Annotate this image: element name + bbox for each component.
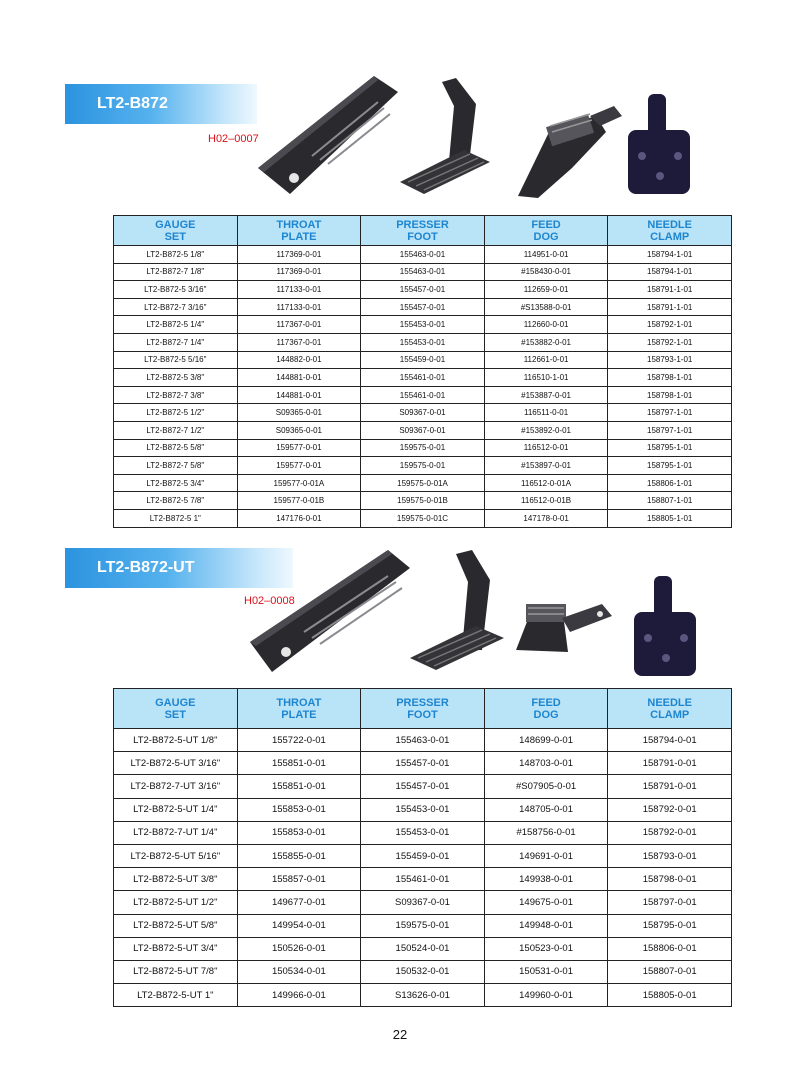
table-cell: LT2-B872-7 5/8" [114,457,238,475]
table-cell: 149948-0-01 [484,914,608,937]
column-header-line1: NEEDLE [647,696,692,709]
table-cell: 149675-0-01 [484,891,608,914]
table-row [114,891,732,914]
table-row [114,421,732,439]
table-cell: 158792-0-01 [608,798,732,821]
table-cell: LT2-B872-7 3/16" [114,298,238,316]
table-cell: 159577-0-01B [237,492,361,510]
table-cell: 158798-0-01 [608,868,732,891]
column-header-line2: CLAMP [650,708,690,721]
table-cell: LT2-B872-5-UT 1/2" [114,891,238,914]
table-cell: 159575-0-01A [361,474,485,492]
column-header [237,689,361,729]
table-cell: 158794-0-01 [608,729,732,752]
table-cell: 155457-0-01 [361,281,485,299]
table-cell: 149677-0-01 [237,891,361,914]
table-cell: 158797-1-01 [608,404,732,422]
table-cell: LT2-B872-5 1" [114,509,238,527]
table-cell: 112661-0-01 [484,351,608,369]
table-cell: LT2-B872-5 3/8" [114,369,238,387]
table-cell: 116512-0-01B [484,492,608,510]
table-cell: LT2-B872-7 1/2" [114,421,238,439]
table-cell: #153887-0-01 [484,386,608,404]
table-row [114,474,732,492]
table-cell: S09367-0-01 [361,891,485,914]
table-cell: 155857-0-01 [237,868,361,891]
table-cell: 155459-0-01 [361,351,485,369]
table-cell: LT2-B872-5 1/4" [114,316,238,334]
table-cell: 159577-0-01A [237,474,361,492]
table-cell: 158795-1-01 [608,457,732,475]
presser-foot-icon [400,78,490,194]
table-cell: 155457-0-01 [361,775,485,798]
table-cell: 149691-0-01 [484,844,608,867]
table-cell: 144881-0-01 [237,369,361,387]
table-cell: LT2-B872-5 7/8" [114,492,238,510]
column-header [484,689,608,729]
table-row [114,821,732,844]
column-header-line1: GAUGE [155,696,196,709]
table-row [114,369,732,387]
table-row [114,263,732,281]
table-cell: LT2-B872-5-UT 3/4" [114,937,238,960]
table-row [114,775,732,798]
table-cell: LT2-B872-5-UT 3/16" [114,752,238,775]
table-cell: #153897-0-01 [484,457,608,475]
parts-table-lt2-b872 [113,215,732,528]
table-cell: 117367-0-01 [237,316,361,334]
table-cell: LT2-B872-5 3/16" [114,281,238,299]
table-cell: 150526-0-01 [237,937,361,960]
table-cell: 158795-0-01 [608,914,732,937]
table-cell: 155463-0-01 [361,729,485,752]
table-cell: 155851-0-01 [237,752,361,775]
table-cell: 158793-0-01 [608,844,732,867]
column-header [237,216,361,246]
column-header [361,216,485,246]
column-header [361,689,485,729]
table-cell: 158807-1-01 [608,492,732,510]
table-cell: 155853-0-01 [237,821,361,844]
table-cell: 148699-0-01 [484,729,608,752]
table-row [114,844,732,867]
table-cell: 158793-1-01 [608,351,732,369]
column-header-line1: FEED [531,696,561,709]
table-cell: LT2-B872-5 1/2" [114,404,238,422]
column-header-line2: DOG [533,708,559,721]
table-row [114,281,732,299]
section-title: LT2-B872 [97,95,168,112]
table-cell: 158792-1-01 [608,333,732,351]
column-header-line1: THROAT [276,696,322,709]
table-cell: 149960-0-01 [484,984,608,1007]
parts-illustration [250,546,710,680]
table-cell: #S07905-0-01 [484,775,608,798]
table-cell: #153892-0-01 [484,421,608,439]
table-cell: 149938-0-01 [484,868,608,891]
table-cell: 149954-0-01 [237,914,361,937]
table-cell: 150523-0-01 [484,937,608,960]
table-cell: 155461-0-01 [361,369,485,387]
table-cell: 149966-0-01 [237,984,361,1007]
column-header [114,689,238,729]
column-header-line1: PRESSER [396,696,449,709]
table-cell: 116512-0-01A [484,474,608,492]
table-cell: 158805-0-01 [608,984,732,1007]
table-cell: 158791-1-01 [608,281,732,299]
column-header-line2: PLATE [281,708,317,721]
table-cell: 155463-0-01 [361,263,485,281]
table-cell: 150534-0-01 [237,960,361,983]
table-cell: 159575-0-01B [361,492,485,510]
needle-clamp-icon [628,94,690,194]
table-cell: LT2-B872-5 5/16" [114,351,238,369]
table-cell: 158797-1-01 [608,421,732,439]
table-cell: 116512-0-01 [484,439,608,457]
column-header-line2: SET [164,230,186,243]
table-cell: 158792-0-01 [608,821,732,844]
table-cell: 114951-0-01 [484,246,608,264]
table-cell: 117369-0-01 [237,246,361,264]
table-cell: 158794-1-01 [608,263,732,281]
table-cell: 155457-0-01 [361,298,485,316]
throat-plate-icon [250,550,410,672]
table-cell: S09367-0-01 [361,421,485,439]
throat-plate-icon [258,76,398,194]
table-cell: LT2-B872-5 1/8" [114,246,238,264]
table-cell: LT2-B872-7 1/8" [114,263,238,281]
table-cell: 155459-0-01 [361,844,485,867]
table-row [114,298,732,316]
table-cell: 150532-0-01 [361,960,485,983]
table-row [114,937,732,960]
table-cell: #S13588-0-01 [484,298,608,316]
column-header-line1: PRESSER [396,218,449,231]
table-cell: 112659-0-01 [484,281,608,299]
table-cell: 117133-0-01 [237,281,361,299]
column-header-line2: DOG [533,230,559,243]
table-row [114,492,732,510]
column-header-line2: PLATE [281,230,317,243]
table-cell: 148705-0-01 [484,798,608,821]
table-row [114,752,732,775]
needle-clamp-icon [634,576,696,676]
table-row [114,868,732,891]
table-row [114,404,732,422]
table-cell: 158798-1-01 [608,386,732,404]
table-cell: 144881-0-01 [237,386,361,404]
table-cell: S13626-0-01 [361,984,485,1007]
table-row [114,914,732,937]
column-header [608,216,732,246]
table-cell: 155851-0-01 [237,775,361,798]
table-cell: 158791-0-01 [608,775,732,798]
table-cell: 117369-0-01 [237,263,361,281]
feed-dog-icon [516,604,612,652]
section-banner-lt2-b872 [65,84,257,124]
table-cell: 155461-0-01 [361,386,485,404]
table-cell: 144882-0-01 [237,351,361,369]
column-header-line1: FEED [531,218,561,231]
table-cell: 116510-1-01 [484,369,608,387]
table-row [114,439,732,457]
section-title: LT2-B872-UT [97,559,195,576]
table-header-row [114,689,732,729]
table-cell: LT2-B872-5 5/8" [114,439,238,457]
table-cell: 159575-0-01 [361,439,485,457]
table-cell: 150531-0-01 [484,960,608,983]
table-cell: S09365-0-01 [237,421,361,439]
column-header-line1: THROAT [276,218,322,231]
table-cell: 158807-0-01 [608,960,732,983]
table-cell: 155463-0-01 [361,246,485,264]
table-cell: 112660-0-01 [484,316,608,334]
table-cell: #158756-0-01 [484,821,608,844]
table-cell: LT2-B872-5-UT 5/8" [114,914,238,937]
table-row [114,509,732,527]
table-row [114,984,732,1007]
table-cell: 155853-0-01 [237,798,361,821]
table-cell: LT2-B872-5 3/4" [114,474,238,492]
table-cell: 155453-0-01 [361,798,485,821]
column-header-line2: SET [164,708,186,721]
parts-illustration [250,72,710,204]
column-header-line2: FOOT [407,708,438,721]
table-cell: #153882-0-01 [484,333,608,351]
presser-foot-icon [410,550,504,670]
table-cell: 159575-0-01 [361,457,485,475]
table-cell: 159575-0-01C [361,509,485,527]
table-cell: 158794-1-01 [608,246,732,264]
table-cell: 116511-0-01 [484,404,608,422]
table-cell: 148703-0-01 [484,752,608,775]
table-cell: LT2-B872-7 3/8" [114,386,238,404]
table-cell: LT2-B872-7 1/4" [114,333,238,351]
parts-table-lt2-b872-ut [113,688,732,1007]
table-cell: LT2-B872-5-UT 1/4" [114,798,238,821]
table-cell: 155461-0-01 [361,868,485,891]
table-cell: S09365-0-01 [237,404,361,422]
table-cell: 159577-0-01 [237,439,361,457]
table-cell: 117367-0-01 [237,333,361,351]
feed-dog-icon [518,106,622,198]
table-cell: 155855-0-01 [237,844,361,867]
table-cell: 155453-0-01 [361,821,485,844]
table-row [114,333,732,351]
table-cell: 117133-0-01 [237,298,361,316]
table-cell: 155722-0-01 [237,729,361,752]
table-cell: 158797-0-01 [608,891,732,914]
column-header-line1: GAUGE [155,218,196,231]
column-header [608,689,732,729]
table-row [114,351,732,369]
table-cell: 158805-1-01 [608,509,732,527]
column-header-line1: NEEDLE [647,218,692,231]
table-cell: 158806-1-01 [608,474,732,492]
table-cell: 147178-0-01 [484,509,608,527]
table-cell: 158798-1-01 [608,369,732,387]
column-header-line2: CLAMP [650,230,690,243]
table-cell: 159575-0-01 [361,914,485,937]
table-cell: S09367-0-01 [361,404,485,422]
table-cell: LT2-B872-7-UT 3/16" [114,775,238,798]
column-header [484,216,608,246]
table-row [114,457,732,475]
table-cell: #158430-0-01 [484,263,608,281]
table-cell: 158792-1-01 [608,316,732,334]
table-row [114,798,732,821]
table-cell: 147176-0-01 [237,509,361,527]
table-row [114,960,732,983]
table-cell: LT2-B872-5-UT 1/8" [114,729,238,752]
table-row [114,386,732,404]
table-cell: 158791-0-01 [608,752,732,775]
table-cell: LT2-B872-5-UT 1" [114,984,238,1007]
catalog-code: H02–0008 [244,595,295,607]
table-cell: LT2-B872-5-UT 7/8" [114,960,238,983]
table-header-row [114,216,732,246]
column-header-line2: FOOT [407,230,438,243]
table-cell: 155453-0-01 [361,316,485,334]
table-cell: 155457-0-01 [361,752,485,775]
table-cell: 159577-0-01 [237,457,361,475]
table-cell: 158806-0-01 [608,937,732,960]
table-row [114,729,732,752]
table-cell: LT2-B872-5-UT 5/16" [114,844,238,867]
column-header [114,216,238,246]
table-row [114,246,732,264]
table-cell: LT2-B872-7-UT 1/4" [114,821,238,844]
table-cell: 150524-0-01 [361,937,485,960]
catalog-code: H02–0007 [208,133,259,145]
table-row [114,316,732,334]
table-cell: 158795-1-01 [608,439,732,457]
page-number: 22 [392,1027,408,1042]
table-cell: LT2-B872-5-UT 3/8" [114,868,238,891]
table-cell: 155453-0-01 [361,333,485,351]
table-cell: 158791-1-01 [608,298,732,316]
